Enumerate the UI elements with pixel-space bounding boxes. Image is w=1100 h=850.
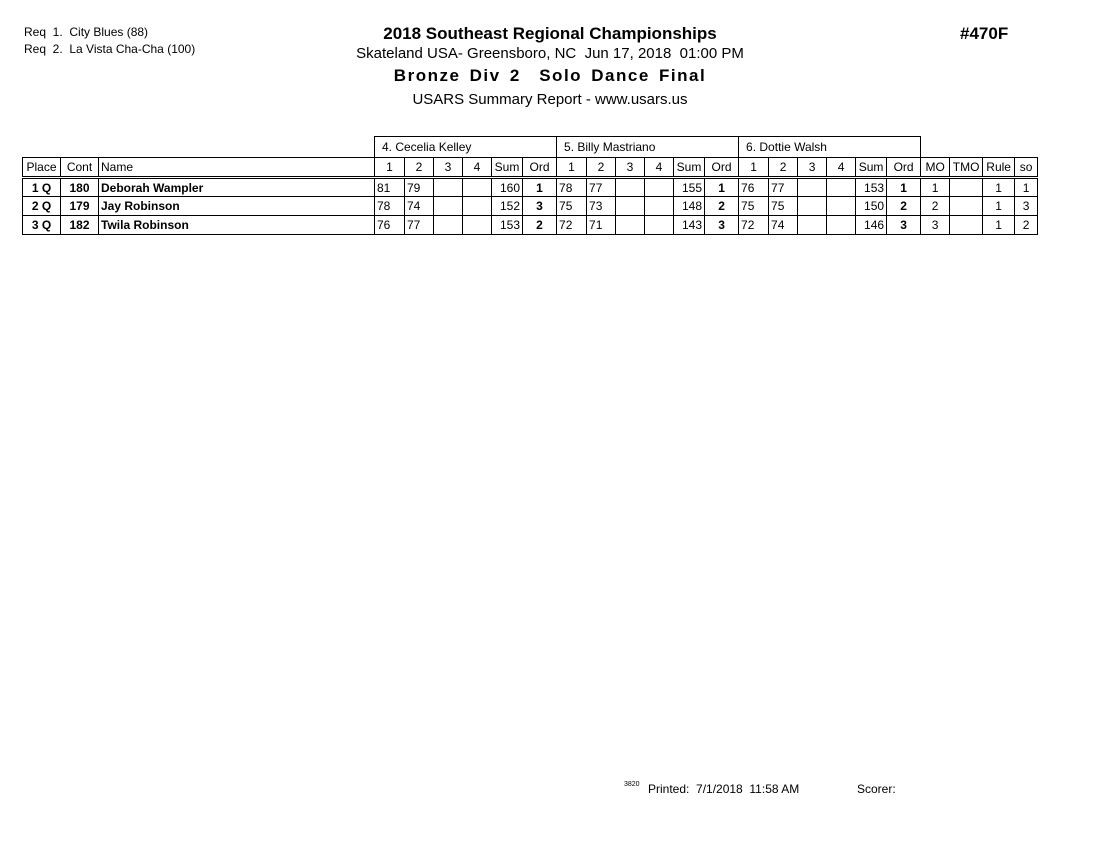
report-type-line: USARS Summary Report - www.usars.us [412, 91, 688, 108]
cont-cell: 182 [61, 216, 99, 235]
score-cell [434, 197, 463, 216]
score-cell [434, 178, 463, 197]
event-title: Bronze Div 2 Solo Dance Final [393, 66, 707, 85]
col-header-rule: Rule [983, 158, 1015, 178]
score-cell [827, 197, 856, 216]
col-header-j6-4: 4 [827, 158, 856, 178]
result-row [23, 216, 1038, 235]
cont-cell: 180 [61, 178, 99, 197]
sum-cell: 153 [492, 216, 523, 235]
tmo-cell [950, 197, 983, 216]
score-cell [798, 216, 827, 235]
col-header-j4-ord: Ord [523, 158, 557, 178]
col-header-j5-2: 2 [587, 158, 616, 178]
score-cell: 77 [769, 178, 798, 197]
ord-cell: 3 [705, 216, 739, 235]
score-cell [645, 197, 674, 216]
col-header-j6-ord: Ord [887, 158, 921, 178]
score-cell [616, 216, 645, 235]
rule-cell: 1 [983, 197, 1015, 216]
tmo-cell [950, 178, 983, 197]
score-cell: 74 [769, 216, 798, 235]
mo-cell: 3 [921, 216, 950, 235]
sum-cell: 150 [856, 197, 887, 216]
sum-cell: 143 [674, 216, 705, 235]
name-cell: Twila Robinson [99, 216, 375, 235]
sum-cell: 153 [856, 178, 887, 197]
so-cell: 1 [1015, 178, 1038, 197]
col-header-j5-ord: Ord [705, 158, 739, 178]
col-header-j4-4: 4 [463, 158, 492, 178]
score-cell: 73 [587, 197, 616, 216]
judge-row-spacer-left [23, 137, 375, 158]
cont-cell: 179 [61, 197, 99, 216]
col-header-j4-1: 1 [375, 158, 405, 178]
col-header-cont: Cont [61, 158, 99, 178]
ord-cell: 2 [523, 216, 557, 235]
score-cell: 77 [405, 216, 434, 235]
col-header-j6-1: 1 [739, 158, 769, 178]
mo-cell: 2 [921, 197, 950, 216]
results-table [22, 136, 1038, 235]
ord-cell: 1 [523, 178, 557, 197]
col-header-j5-3: 3 [616, 158, 645, 178]
score-cell [616, 197, 645, 216]
score-cell [616, 178, 645, 197]
venue-date-line: Skateland USA- Greensboro, NC Jun 17, 2018 01:00 PM [356, 45, 744, 62]
judge-name-5: 5. Billy Mastriano [557, 137, 739, 158]
score-cell [463, 178, 492, 197]
score-cell: 78 [557, 178, 587, 197]
result-row [23, 178, 1038, 197]
score-cell: 77 [587, 178, 616, 197]
score-cell [463, 197, 492, 216]
sum-cell: 148 [674, 197, 705, 216]
sum-cell: 152 [492, 197, 523, 216]
score-cell: 79 [405, 178, 434, 197]
score-cell [827, 216, 856, 235]
name-cell: Jay Robinson [99, 197, 375, 216]
championship-title: 2018 Southeast Regional Championships [383, 24, 717, 43]
score-cell [798, 178, 827, 197]
score-cell: 81 [375, 178, 405, 197]
judge-name-4: 4. Cecelia Kelley [375, 137, 557, 158]
score-cell [798, 197, 827, 216]
col-header-so: so [1015, 158, 1038, 178]
score-cell: 72 [739, 216, 769, 235]
score-cell: 75 [557, 197, 587, 216]
score-cell [645, 216, 674, 235]
ord-cell: 3 [523, 197, 557, 216]
score-cell [463, 216, 492, 235]
score-cell [434, 216, 463, 235]
score-cell: 75 [739, 197, 769, 216]
judge-row-spacer-right [921, 137, 1038, 158]
req-line-1: Req 1. City Blues (88) [24, 25, 149, 39]
col-header-tmo: TMO [950, 158, 983, 178]
col-header-j6-3: 3 [798, 158, 827, 178]
so-cell: 2 [1015, 216, 1038, 235]
score-cell: 78 [375, 197, 405, 216]
score-cell: 75 [769, 197, 798, 216]
doc-number: 3820 [624, 781, 640, 788]
title-block [0, 23, 1100, 112]
judge-name-6: 6. Dottie Walsh [739, 137, 921, 158]
col-header-j6-2: 2 [769, 158, 798, 178]
col-header-name: Name [99, 158, 375, 178]
so-cell: 3 [1015, 197, 1038, 216]
score-cell [827, 178, 856, 197]
event-number: #470F [960, 24, 1009, 43]
tmo-cell [950, 216, 983, 235]
place-cell: 1 Q [23, 178, 61, 197]
ord-cell: 1 [887, 178, 921, 197]
col-header-j4-2: 2 [405, 158, 434, 178]
ord-cell: 2 [887, 197, 921, 216]
rule-cell: 1 [983, 216, 1015, 235]
col-header-j5-4: 4 [645, 158, 674, 178]
col-header-j4-sum: Sum [492, 158, 523, 178]
judge-names-row [23, 137, 1038, 158]
score-cell: 71 [587, 216, 616, 235]
ord-cell: 3 [887, 216, 921, 235]
rule-cell: 1 [983, 178, 1015, 197]
score-cell: 74 [405, 197, 434, 216]
sum-cell: 155 [674, 178, 705, 197]
req-line-2: Req 2. La Vista Cha-Cha (100) [24, 42, 196, 56]
col-header-j4-3: 3 [434, 158, 463, 178]
ord-cell: 2 [705, 197, 739, 216]
mo-cell: 1 [921, 178, 950, 197]
score-cell: 72 [557, 216, 587, 235]
sum-cell: 160 [492, 178, 523, 197]
col-header-place: Place [23, 158, 61, 178]
printed-label: Printed: 7/1/2018 11:58 AM [648, 782, 800, 796]
col-header-j5-1: 1 [557, 158, 587, 178]
score-cell: 76 [739, 178, 769, 197]
place-cell: 3 Q [23, 216, 61, 235]
sum-cell: 146 [856, 216, 887, 235]
score-cell [645, 178, 674, 197]
ord-cell: 1 [705, 178, 739, 197]
name-cell: Deborah Wampler [99, 178, 375, 197]
scorer-label: Scorer: [857, 782, 896, 796]
col-header-j5-sum: Sum [674, 158, 705, 178]
column-header-row [23, 158, 1038, 178]
place-cell: 2 Q [23, 197, 61, 216]
score-cell: 76 [375, 216, 405, 235]
col-header-j6-sum: Sum [856, 158, 887, 178]
result-row [23, 197, 1038, 216]
col-header-mo: MO [921, 158, 950, 178]
